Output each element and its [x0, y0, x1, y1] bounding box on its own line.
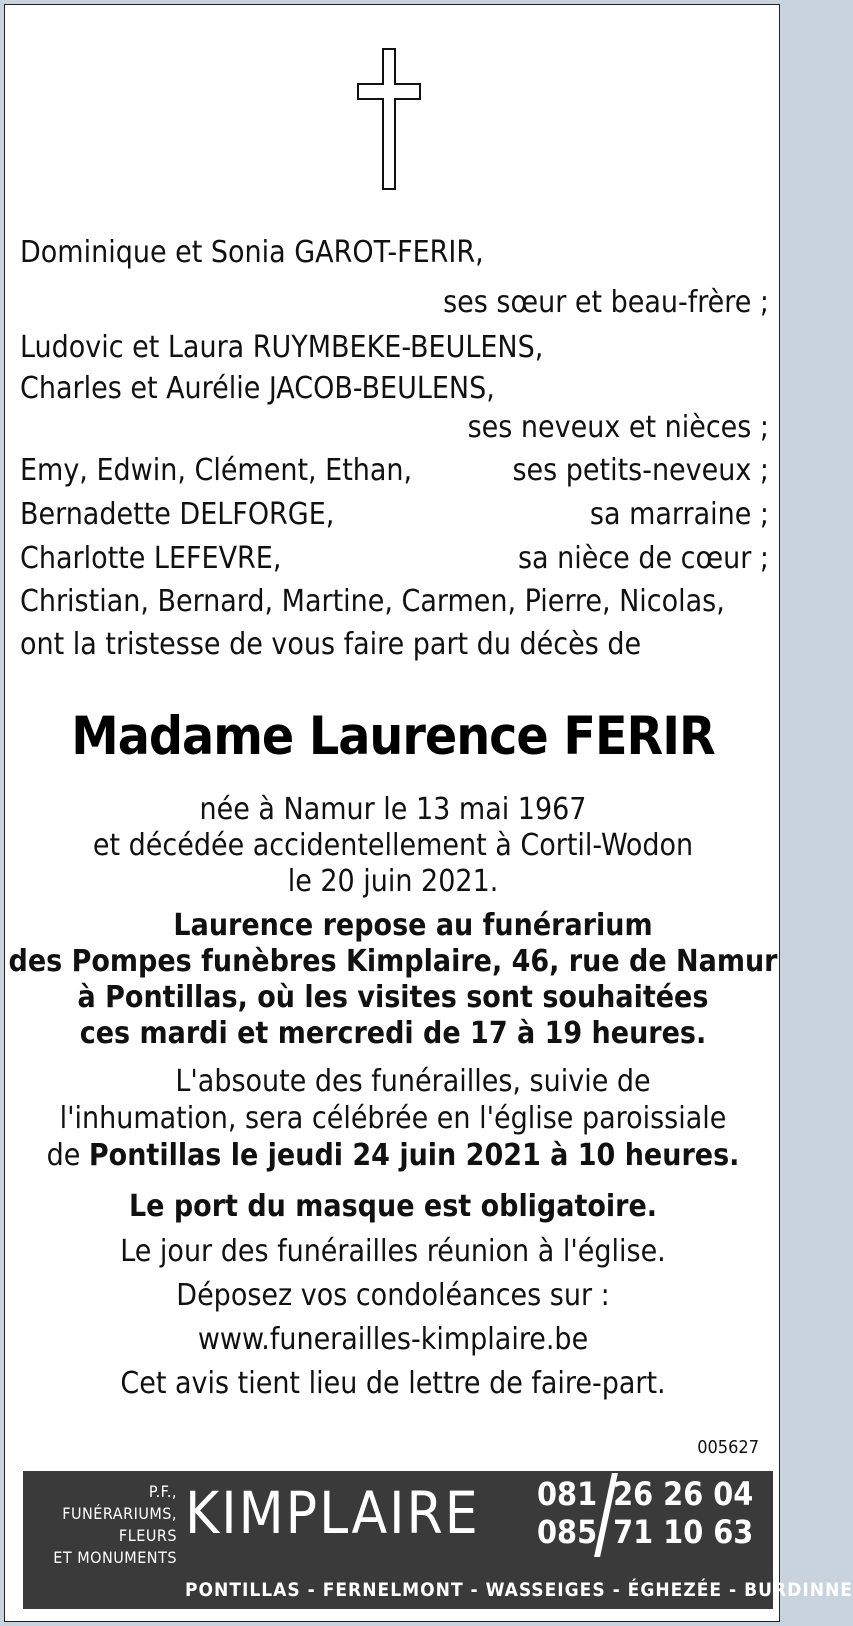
visitation-line: Laurence repose au funérarium — [173, 908, 653, 943]
faire-part-notice: Cet avis tient lieu de lettre de faire-part. — [120, 1366, 666, 1401]
cross-icon — [357, 48, 421, 190]
funeral-home-banner — [23, 1471, 853, 1609]
ceremony-place-date: Pontillas le jeudi 24 juin 2021 à 10 heures. — [88, 1138, 740, 1173]
ceremony-line: l'inhumation, sera célébrée en l'église paroissiale — [59, 1101, 727, 1136]
service-item: ET MONUMENTS — [53, 1548, 177, 1567]
service-item: FUNÉRARIUMS, — [62, 1504, 177, 1523]
visitation-line: des Pompes funèbres Kimplaire, 46, rue de Namur — [8, 944, 778, 979]
visitation-line: ces mardi et mercredi de 17 à 19 heures. — [79, 1016, 707, 1051]
ceremony-line — [5, 1137, 781, 1175]
announcer-line: Christian, Bernard, Martine, Carmen, Pierre, Nicolas, — [20, 584, 725, 619]
condolences-notice: Déposez vos condoléances sur : — [176, 1278, 610, 1313]
announcement-sentence: ont la tristesse de vous faire part du décès de — [20, 627, 642, 662]
phone2-prefix: 085 — [537, 1513, 598, 1551]
announcer-line: Emy, Edwin, Clément, Ethan, — [20, 453, 413, 488]
locations-list: PONTILLAS - FERNELMONT - WASSEIGES - ÉGHEZÉE - BURDINNE — [185, 1579, 853, 1601]
announcer-line: Charlotte LEFEVRE, — [20, 541, 282, 576]
birth-line: née à Namur le 13 mai 1967 — [199, 792, 587, 827]
announcer-relation: ses sœur et beau-frère ; — [443, 285, 769, 320]
announcer-relation: ses neveux et nièces ; — [467, 410, 769, 445]
announcer-line: Bernadette DELFORGE, — [20, 497, 335, 532]
meeting-notice: Le jour des funérailles réunion à l'église. — [120, 1234, 666, 1269]
phone-numbers — [537, 1475, 753, 1551]
service-item: P.F., — [148, 1482, 177, 1501]
ceremony-line: L'absoute des funérailles, suivie de — [175, 1064, 651, 1099]
announcer-line: Ludovic et Laura RUYMBEKE-BEULENS, — [20, 330, 544, 365]
phone2-number: 71 10 63 — [613, 1513, 754, 1551]
ceremony-prefix: de — [46, 1138, 89, 1173]
phone1-prefix: 081 — [537, 1475, 598, 1513]
death-line: et décédée accidentellement à Cortil-Wodon — [92, 828, 694, 863]
phone1-number: 26 26 04 — [613, 1475, 754, 1513]
brand-name: KIMPLAIRE — [185, 1479, 480, 1547]
announcer-line: Dominique et Sonia GAROT-FERIR, — [20, 235, 484, 270]
website-link[interactable]: www.funerailles-kimplaire.be — [197, 1322, 589, 1357]
reference-number: 005627 — [697, 1437, 759, 1458]
visitation-line: à Pontillas, où les visites sont souhaitées — [77, 980, 709, 1015]
death-date-line: le 20 juin 2021. — [287, 864, 499, 899]
announcer-relation: ses petits-neveux ; — [512, 453, 769, 488]
service-item: FLEURS — [118, 1526, 177, 1545]
announcer-line: Charles et Aurélie JACOB-BEULENS, — [20, 371, 495, 406]
announcer-relation: sa nièce de cœur ; — [517, 541, 769, 576]
mask-notice: Le port du masque est obligatoire. — [128, 1189, 658, 1224]
deceased-name: Madame Laurence FERIR — [71, 706, 715, 767]
services-list — [23, 1481, 177, 1569]
announcer-relation: sa marraine ; — [589, 497, 769, 532]
obituary-card — [4, 4, 853, 1622]
